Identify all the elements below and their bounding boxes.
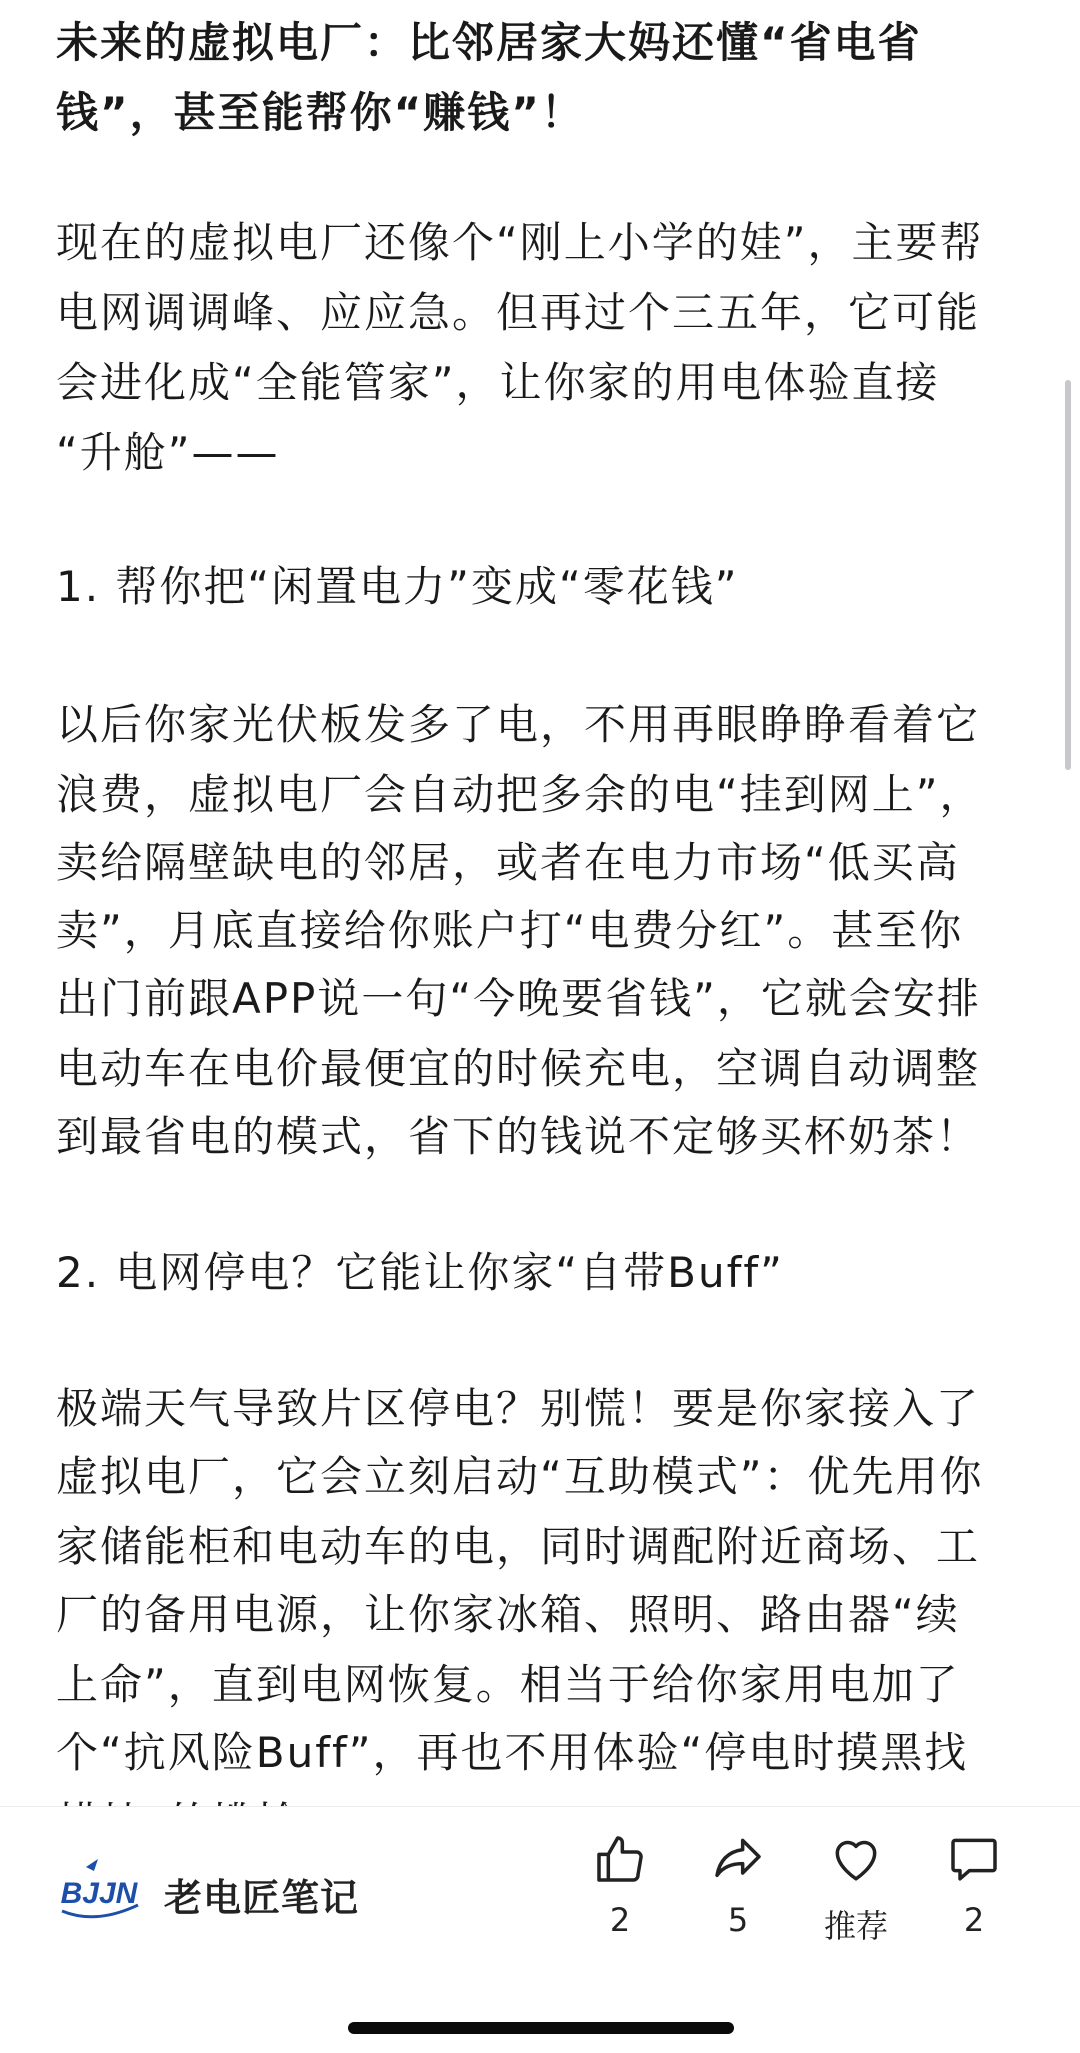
section1-line-6: 电动车在电价最便宜的时候充电，空调自动调整 (56, 1044, 981, 1093)
like-count: 2 (609, 1901, 631, 1939)
section2-line-1: 极端天气导致片区停电？别慌！要是你家接入了 (56, 1384, 981, 1433)
section1-heading: 1. 帮你把“闲置电力”变成“零花钱” (56, 562, 739, 611)
heart-icon (828, 1831, 884, 1887)
section1-line-3: 卖给隔壁缺电的邻居，或者在电力市场“低买高 (56, 838, 960, 887)
share-count: 5 (727, 1901, 749, 1939)
section1-line-7: 到最省电的模式，省下的钱说不定够买杯奶茶！ (56, 1112, 981, 1161)
intro-line-1: 现在的虚拟电厂还像个“刚上小学的娃”，主要帮 (56, 218, 984, 267)
intro-line-2: 电网调调峰、应应急。但再过个三五年，它可能 (56, 288, 981, 337)
comment-icon (946, 1831, 1002, 1887)
author-logo-text: BJJN (60, 1877, 138, 1910)
intro-line-4: “升舱”—— (56, 428, 280, 477)
comment-button[interactable] (924, 1831, 1024, 1939)
article-title (56, 8, 1024, 148)
share-button[interactable] (688, 1831, 788, 1939)
section2-line-3: 家储能柜和电动车的电，同时调配附近商场、工 (56, 1522, 981, 1571)
section2-heading: 2. 电网停电？它能让你家“自带Buff” (56, 1248, 784, 1297)
home-indicator[interactable] (348, 2022, 734, 2034)
section1-line-1: 以后你家光伏板发多了电，不用再眼睁睁看着它 (56, 700, 981, 749)
title-line-1: 未来的虚拟电厂：比邻居家大妈还懂“省电省 (56, 18, 922, 67)
recommend-label: 推荐 (823, 1907, 888, 1945)
share-icon (710, 1831, 766, 1887)
comment-count: 2 (963, 1901, 985, 1939)
recommend-button[interactable] (806, 1831, 906, 1947)
bottom-action-bar (0, 1806, 1080, 2053)
like-button[interactable] (570, 1831, 670, 1939)
thumbs-up-icon (592, 1831, 648, 1887)
section1-line-4: 卖”，月底直接给你账户打“电费分红”。甚至你 (56, 906, 964, 955)
title-line-2: 钱”，甚至能帮你“赚钱”！ (56, 88, 585, 137)
article-content (56, 0, 1024, 1806)
section2-line-5: 上命”，直到电网恢复。相当于给你家用电加了 (56, 1660, 960, 1709)
author-avatar-logo[interactable] (56, 1857, 142, 1927)
section2-line-2: 虚拟电厂，它会立刻启动“互助模式”：优先用你 (56, 1452, 984, 1501)
section2-line-6: 个“抗风险Buff”，再也不用体验“停电时摸黑找 (56, 1728, 969, 1777)
scrollbar[interactable] (1065, 380, 1071, 770)
section2-line-4: 厂的备用电源，让你家冰箱、照明、路由器“续 (56, 1590, 960, 1639)
intro-line-3: 会进化成“全能管家”，让你家的用电体验直接 (56, 358, 940, 407)
section1-line-5: 出门前跟APP说一句“今晚要省钱”，它就会安排 (56, 974, 981, 1023)
author-logo-icon (56, 1857, 142, 1927)
section1-line-2: 浪费，虚拟电厂会自动把多余的电“挂到网上”， (56, 770, 984, 819)
author-name[interactable]: 老电匠笔记 (164, 1876, 360, 1920)
